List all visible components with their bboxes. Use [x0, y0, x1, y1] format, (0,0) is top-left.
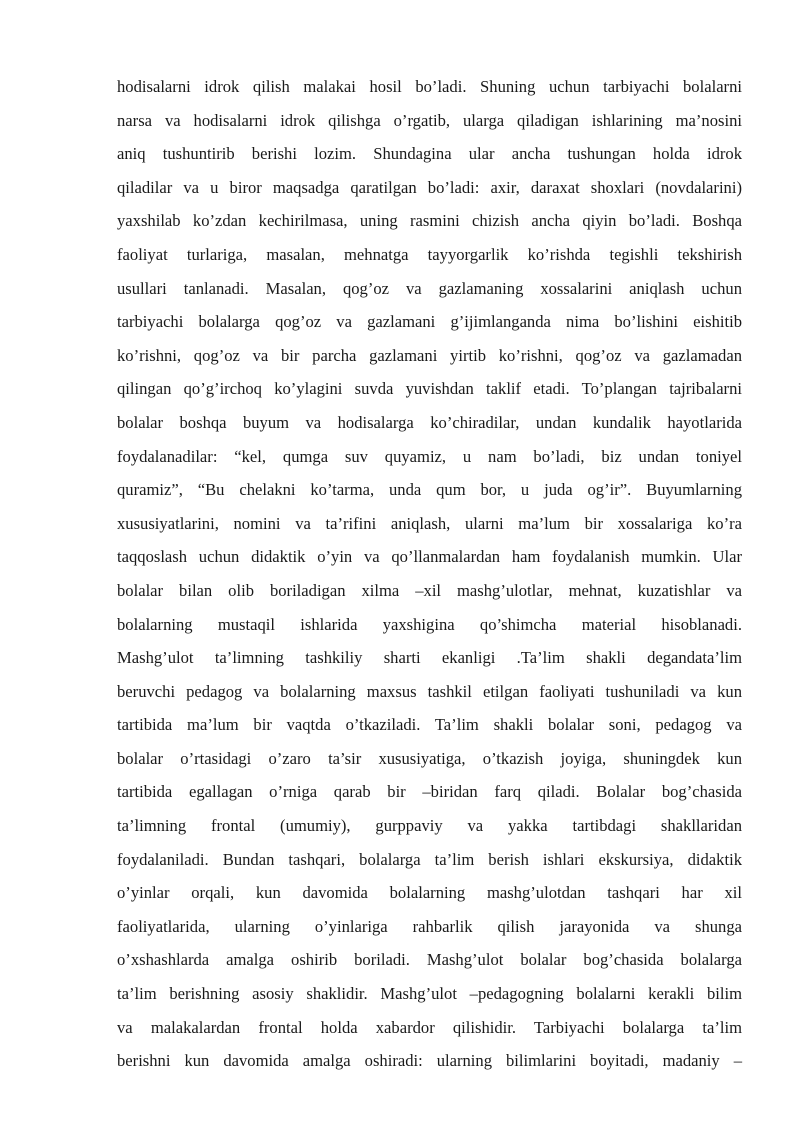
text-line: aniq tushuntirib berishi lozim. Shundagina ular ancha tushungan holda idrok: [117, 144, 742, 164]
document-page: [117, 70, 742, 1078]
text-line: taqqoslash uchun didaktik o’yin va qo’llanmalardan ham foydalanish mumkin. Ular: [117, 547, 742, 567]
text-line: qilingan qo’g’irchoq ko’ylagini suvda yuvishdan taklif etadi. To’plangan tajribalarni: [117, 379, 742, 399]
text-line: usullari tanlanadi. Masalan, qog’oz va gazlamaning xossalarini aniqlash uchun: [117, 278, 742, 298]
text-line: qiladilar va u biror maqsadga qaratilgan bo’ladi: axir, daraxat shoxlari (novdalarini): [117, 177, 742, 197]
text-line: bolalarning mustaqil ishlarida yaxshigina qo’shimcha material hisoblanadi.: [117, 614, 742, 634]
text-line: yaxshilab ko’zdan kechirilmasa, uning rasmini chizish ancha qiyin bo’ladi. Boshqa: [117, 211, 742, 231]
text-line: hodisalarni idrok qilish malakai hosil bo’ladi. Shuning uchun tarbiyachi bolalarni: [117, 77, 742, 96]
text-line: quramiz”, “Bu chelakni ko’tarma, unda qum bor, u juda og’ir”. Buyumlarning: [117, 480, 742, 500]
text-line: bolalar bilan olib boriladigan xilma –xil mashg’ulotlar, mehnat, kuzatishlar va: [117, 580, 742, 600]
text-line: berishni kun davomida amalga oshiradi: ularning bilimlarini boyitadi, madaniy –: [117, 1051, 742, 1071]
text-line: foydalaniladi. Bundan tashqari, bolalarga ta’lim berish ishlari ekskursiya, didaktik: [117, 849, 742, 869]
text-line: va malakalardan frontal holda xabardor qilishidir. Tarbiyachi bolalarga ta’lim: [117, 1017, 742, 1037]
text-line: foydalanadilar: “kel, qumga suv quyamiz, u nam bo’ladi, biz undan toniyel: [117, 446, 742, 466]
text-line: o’yinlar orqali, kun davomida bolalarning mashg’ulotdan tashqari har xil: [117, 883, 742, 903]
body-paragraph: [117, 70, 742, 1078]
text-line: narsa va hodisalarni idrok qilishga o’rgatib, ularga qiladigan ishlarining ma’nosini: [117, 110, 742, 130]
text-line: bolalar boshqa buyum va hodisalarga ko’chiradilar, undan kundalik hayotlarida: [117, 412, 742, 432]
text-line: faoliyat turlariga, masalan, mehnatga tayyorgarlik ko’rishda tegishli tekshirish: [117, 244, 742, 264]
text-line: ta’lim berishning asosiy shaklidir. Mashg’ulot –pedagogning bolalarni kerakli bilim: [117, 984, 742, 1004]
text-line: beruvchi pedagog va bolalarning maxsus tashkil etilgan faoliyati tushuniladi va kun: [117, 681, 742, 701]
text-line: tartibida ma’lum bir vaqtda o’tkaziladi. Ta’lim shakli bolalar soni, pedagog va: [117, 715, 742, 735]
text-line: xususiyatlarini, nomini va ta’rifini aniqlash, ularni ma’lum bir xossalariga ko’ra: [117, 513, 742, 533]
text-line: o’xshashlarda amalga oshirib boriladi. Mashg’ulot bolalar bog’chasida bolalarga: [117, 950, 742, 970]
text-line: ko’rishni, qog’oz va bir parcha gazlamani yirtib ko’rishni, qog’oz va gazlamadan: [117, 345, 742, 365]
text-line: tarbiyachi bolalarga qog’oz va gazlamani g’ijimlanganda nima bo’lishini eishitib: [117, 312, 742, 332]
text-line: bolalar o’rtasidagi o’zaro ta’sir xususiyatiga, o’tkazish joyiga, shuningdek kun: [117, 748, 742, 768]
text-line: faoliyatlarida, ularning o’yinlariga rahbarlik qilish jarayonida va shunga: [117, 916, 742, 936]
text-line: ta’limning frontal (umumiy), gurppaviy va yakka tartibdagi shakllaridan: [117, 816, 742, 836]
text-line: Mashg’ulot ta’limning tashkiliy sharti ekanligi .Ta’lim shakli degandata’lim: [117, 648, 742, 668]
text-line: tartibida egallagan o’rniga qarab bir –biridan farq qiladi. Bolalar bog’chasida: [117, 782, 742, 802]
